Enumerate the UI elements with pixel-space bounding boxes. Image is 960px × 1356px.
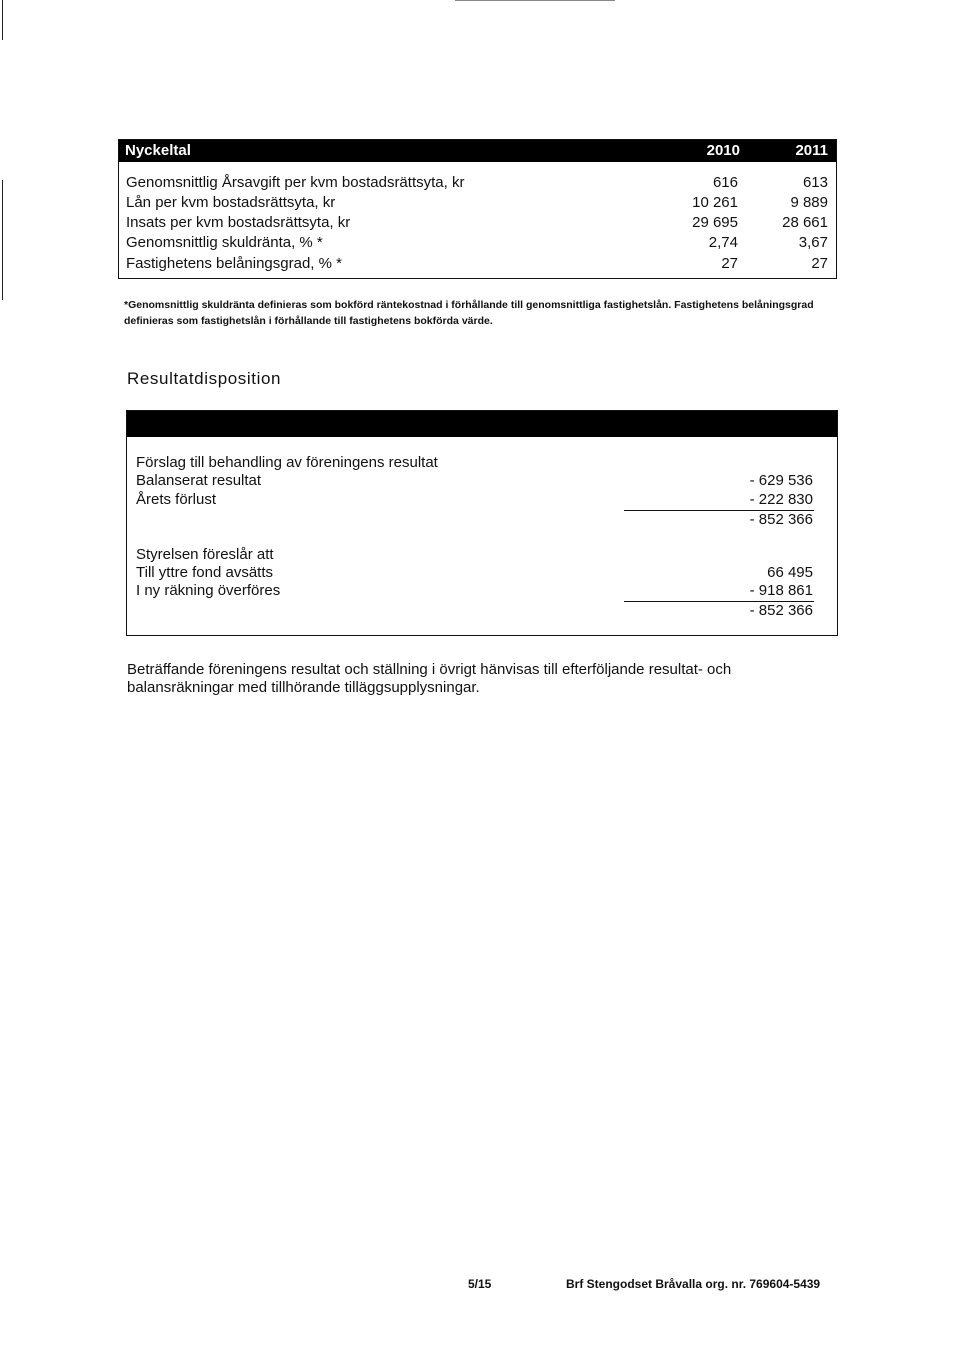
table-row — [119, 234, 836, 254]
yttre-fond-value: 66 495 — [767, 564, 813, 581]
row-value-2011: 9 889 — [790, 194, 828, 211]
row-label: Genomsnittlig skuldränta, % * — [126, 234, 323, 251]
row-label: Genomsnittlig Årsavgift per kvm bostadsrättsyta, kr — [126, 174, 465, 191]
column-header-2010: 2010 — [706, 142, 740, 159]
row-label: Lån per kvm bostadsrättsyta, kr — [126, 194, 336, 211]
proposal-heading: Förslag till behandling av föreningens resultat — [136, 454, 438, 471]
nyckeltal-table — [118, 139, 837, 279]
ny-rakning-value: - 918 861 — [749, 582, 813, 599]
resultatdisposition-box — [126, 410, 838, 636]
balanserat-label: Balanserat resultat — [136, 472, 262, 489]
section-title: Resultatdisposition — [127, 369, 282, 388]
board-heading: Styrelsen föreslår att — [136, 546, 274, 563]
ny-rakning-label: I ny räkning överföres — [136, 582, 281, 599]
table-row — [119, 174, 836, 194]
row-value-2011: 3,67 — [798, 234, 828, 251]
column-header-2011: 2011 — [795, 142, 828, 159]
nyckeltal-header — [119, 140, 836, 162]
table-row — [119, 194, 836, 214]
row-value-2011: 27 — [811, 255, 828, 272]
row-value-2010: 10 261 — [692, 194, 738, 211]
organization-footer: Brf Stengodset Bråvalla org. nr. 769604-5439 — [566, 1277, 821, 1291]
row-value-2010: 27 — [721, 255, 738, 272]
scan-edge-mark — [455, 0, 615, 1]
resultatdisposition-header-bar — [127, 411, 837, 437]
row-value-2011: 28 661 — [782, 214, 828, 231]
page-number: 5/15 — [468, 1277, 492, 1291]
nyckeltal-footnote: *Genomsnittlig skuldränta definieras som bokförd räntekostnad i förhållande till genomsnittliga fastighetslån. Fastighetens belåningsgrad definieras som fastighetslån i förhållande till fastighetens bokförda värde. — [124, 299, 814, 327]
conclusion-paragraph: Beträffande föreningens resultat och ställning i övrigt hänvisas till efterföljande resultat- och balansräkningar med tillhörande tilläggsupplysningar. — [127, 661, 732, 696]
table-row — [119, 255, 836, 275]
row-value-2010: 2,74 — [708, 234, 738, 251]
arets-forlust-value: - 222 830 — [749, 491, 813, 508]
scan-edge-mark — [2, 180, 3, 300]
arets-forlust-label: Årets förlust — [136, 491, 217, 508]
row-value-2010: 616 — [712, 174, 738, 191]
balanserat-value: - 629 536 — [749, 472, 813, 489]
nyckeltal-title: Nyckeltal — [125, 142, 191, 159]
row-label: Fastighetens belåningsgrad, % * — [126, 255, 342, 272]
yttre-fond-label: Till yttre fond avsätts — [136, 564, 273, 581]
row-label: Insats per kvm bostadsrättsyta, kr — [126, 214, 351, 231]
table-row — [119, 214, 836, 234]
scan-edge-mark — [2, 0, 3, 40]
row-value-2011: 613 — [802, 174, 828, 191]
sum-value: - 852 366 — [749, 511, 813, 528]
sum-value: - 852 366 — [749, 602, 813, 619]
row-value-2010: 29 695 — [692, 214, 738, 231]
